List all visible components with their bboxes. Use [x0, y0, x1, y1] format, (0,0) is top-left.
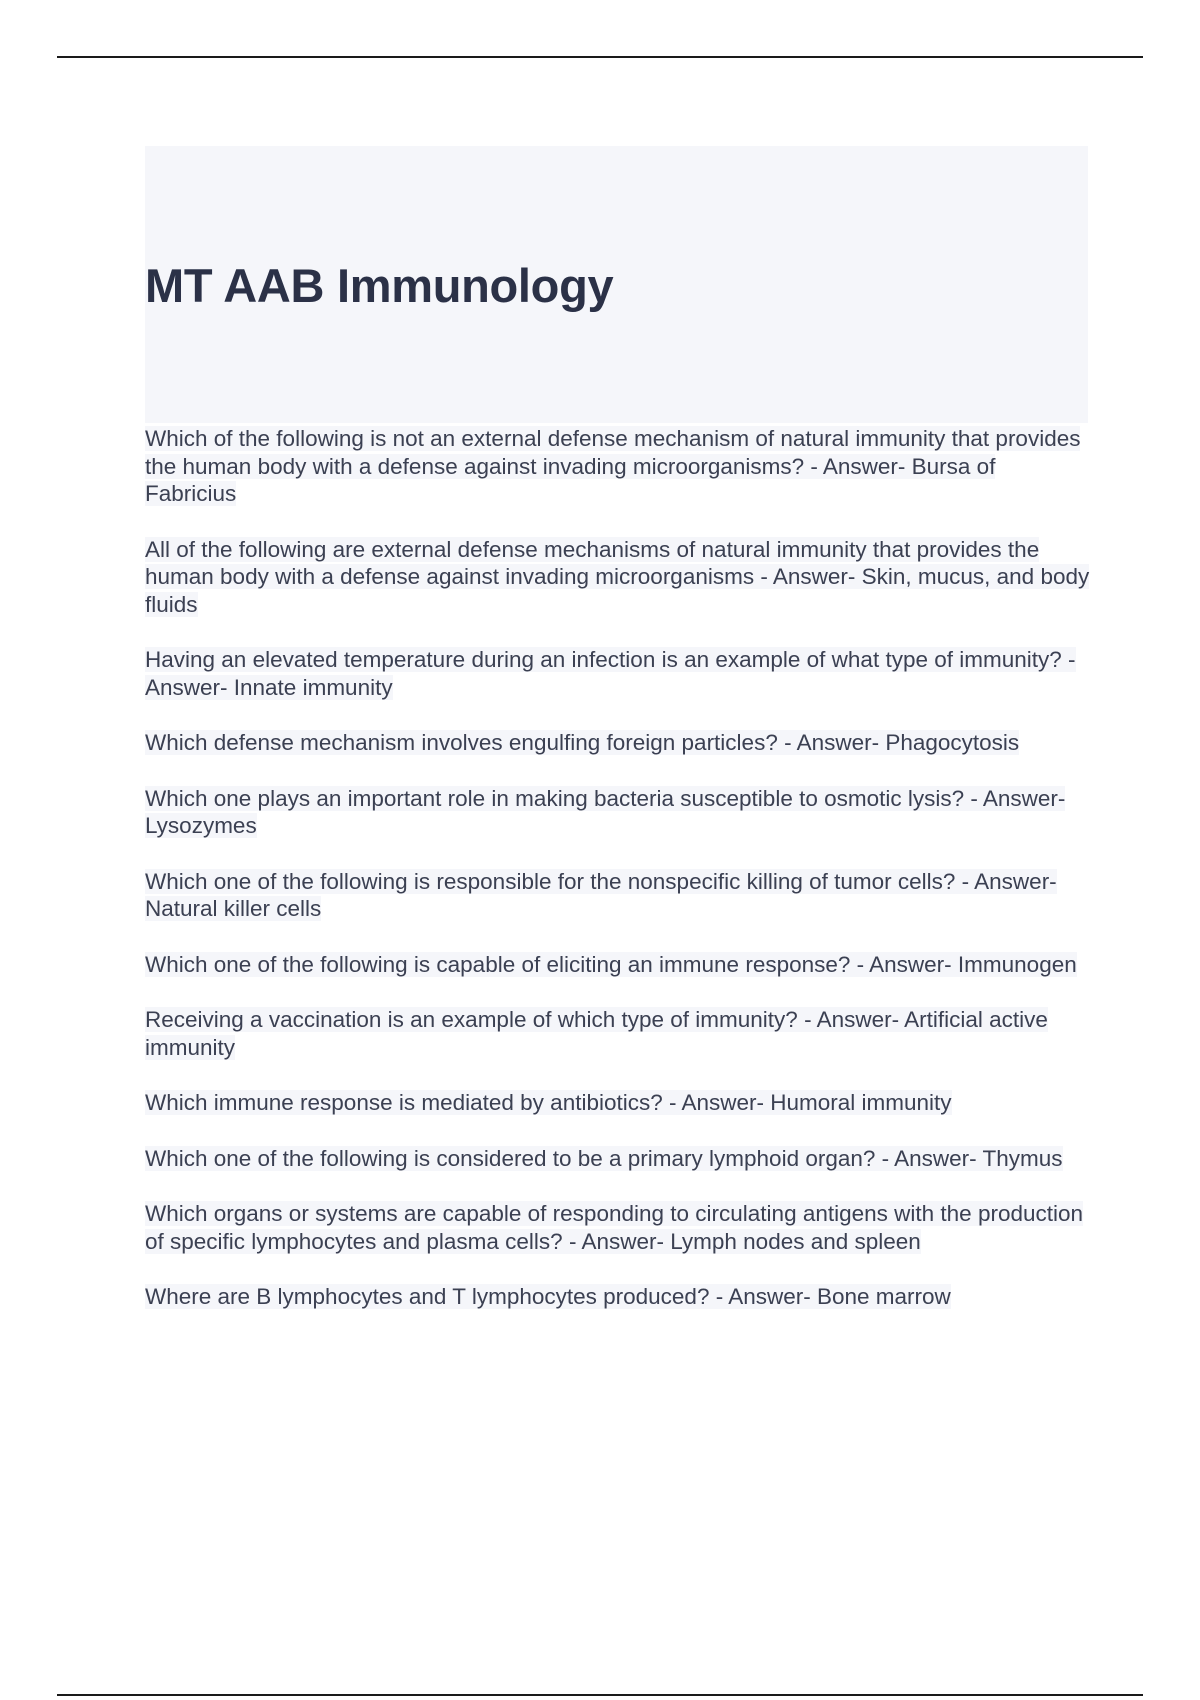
- bottom-rule: [57, 1694, 1143, 1696]
- qa-text: Which defense mechanism involves engulfing foreign particles? - Answer- Phagocytosis: [145, 730, 1020, 755]
- document-title: MT AAB Immunology: [145, 259, 614, 312]
- qa-text: Which of the following is not an external defense mechanism of natural immunity that provides the human body with a defense against invading microorganisms? - Answer- Bursa of Fabricius: [145, 426, 1081, 506]
- qa-item: [145, 646, 1090, 701]
- qa-text: Which one of the following is capable of eliciting an immune response? - Answer- Immunogen: [145, 951, 1077, 977]
- qa-item: [145, 729, 1090, 757]
- qa-item: [145, 1006, 1090, 1061]
- qa-text: Which one plays an important role in making bacteria susceptible to osmotic lysis? - Answer- Lysozymes: [145, 785, 1066, 838]
- qa-item: [145, 1200, 1090, 1255]
- qa-item: [145, 868, 1090, 923]
- qa-item: [145, 1089, 1090, 1117]
- qa-list: [145, 425, 1090, 1339]
- qa-text: Which organs or systems are capable of responding to circulating antigens with the production of specific lymphocytes and plasma cells? - Answer- Lymph nodes and spleen: [145, 1201, 1084, 1254]
- qa-item: [145, 425, 1090, 508]
- qa-text: Having an elevated temperature during an infection is an example of what type of immunity? - Answer- Innate immunity: [145, 647, 1076, 700]
- top-rule: [57, 56, 1143, 58]
- qa-text: Which one of the following is considered to be a primary lymphoid organ? - Answer- Thymus: [145, 1145, 1063, 1171]
- qa-text: Receiving a vaccination is an example of which type of immunity? - Answer- Artificial active immunity: [145, 1007, 1048, 1060]
- qa-item: [145, 785, 1090, 840]
- qa-text: Which one of the following is responsible for the nonspecific killing of tumor cells? - Answer- Natural killer cells: [145, 868, 1057, 921]
- qa-item: [145, 1145, 1090, 1173]
- qa-text: Where are B lymphocytes and T lymphocytes produced? - Answer- Bone marrow: [145, 1284, 951, 1309]
- qa-item: [145, 536, 1090, 619]
- qa-text: All of the following are external defense mechanisms of natural immunity that provides the human body with a defense against invading microorganisms - Answer- Skin, mucus, and body fluids: [145, 536, 1090, 617]
- qa-item: [145, 1283, 1090, 1311]
- qa-item: [145, 951, 1090, 979]
- qa-text: Which immune response is mediated by antibiotics? - Answer- Humoral immunity: [145, 1090, 952, 1115]
- title-block: [145, 146, 1088, 423]
